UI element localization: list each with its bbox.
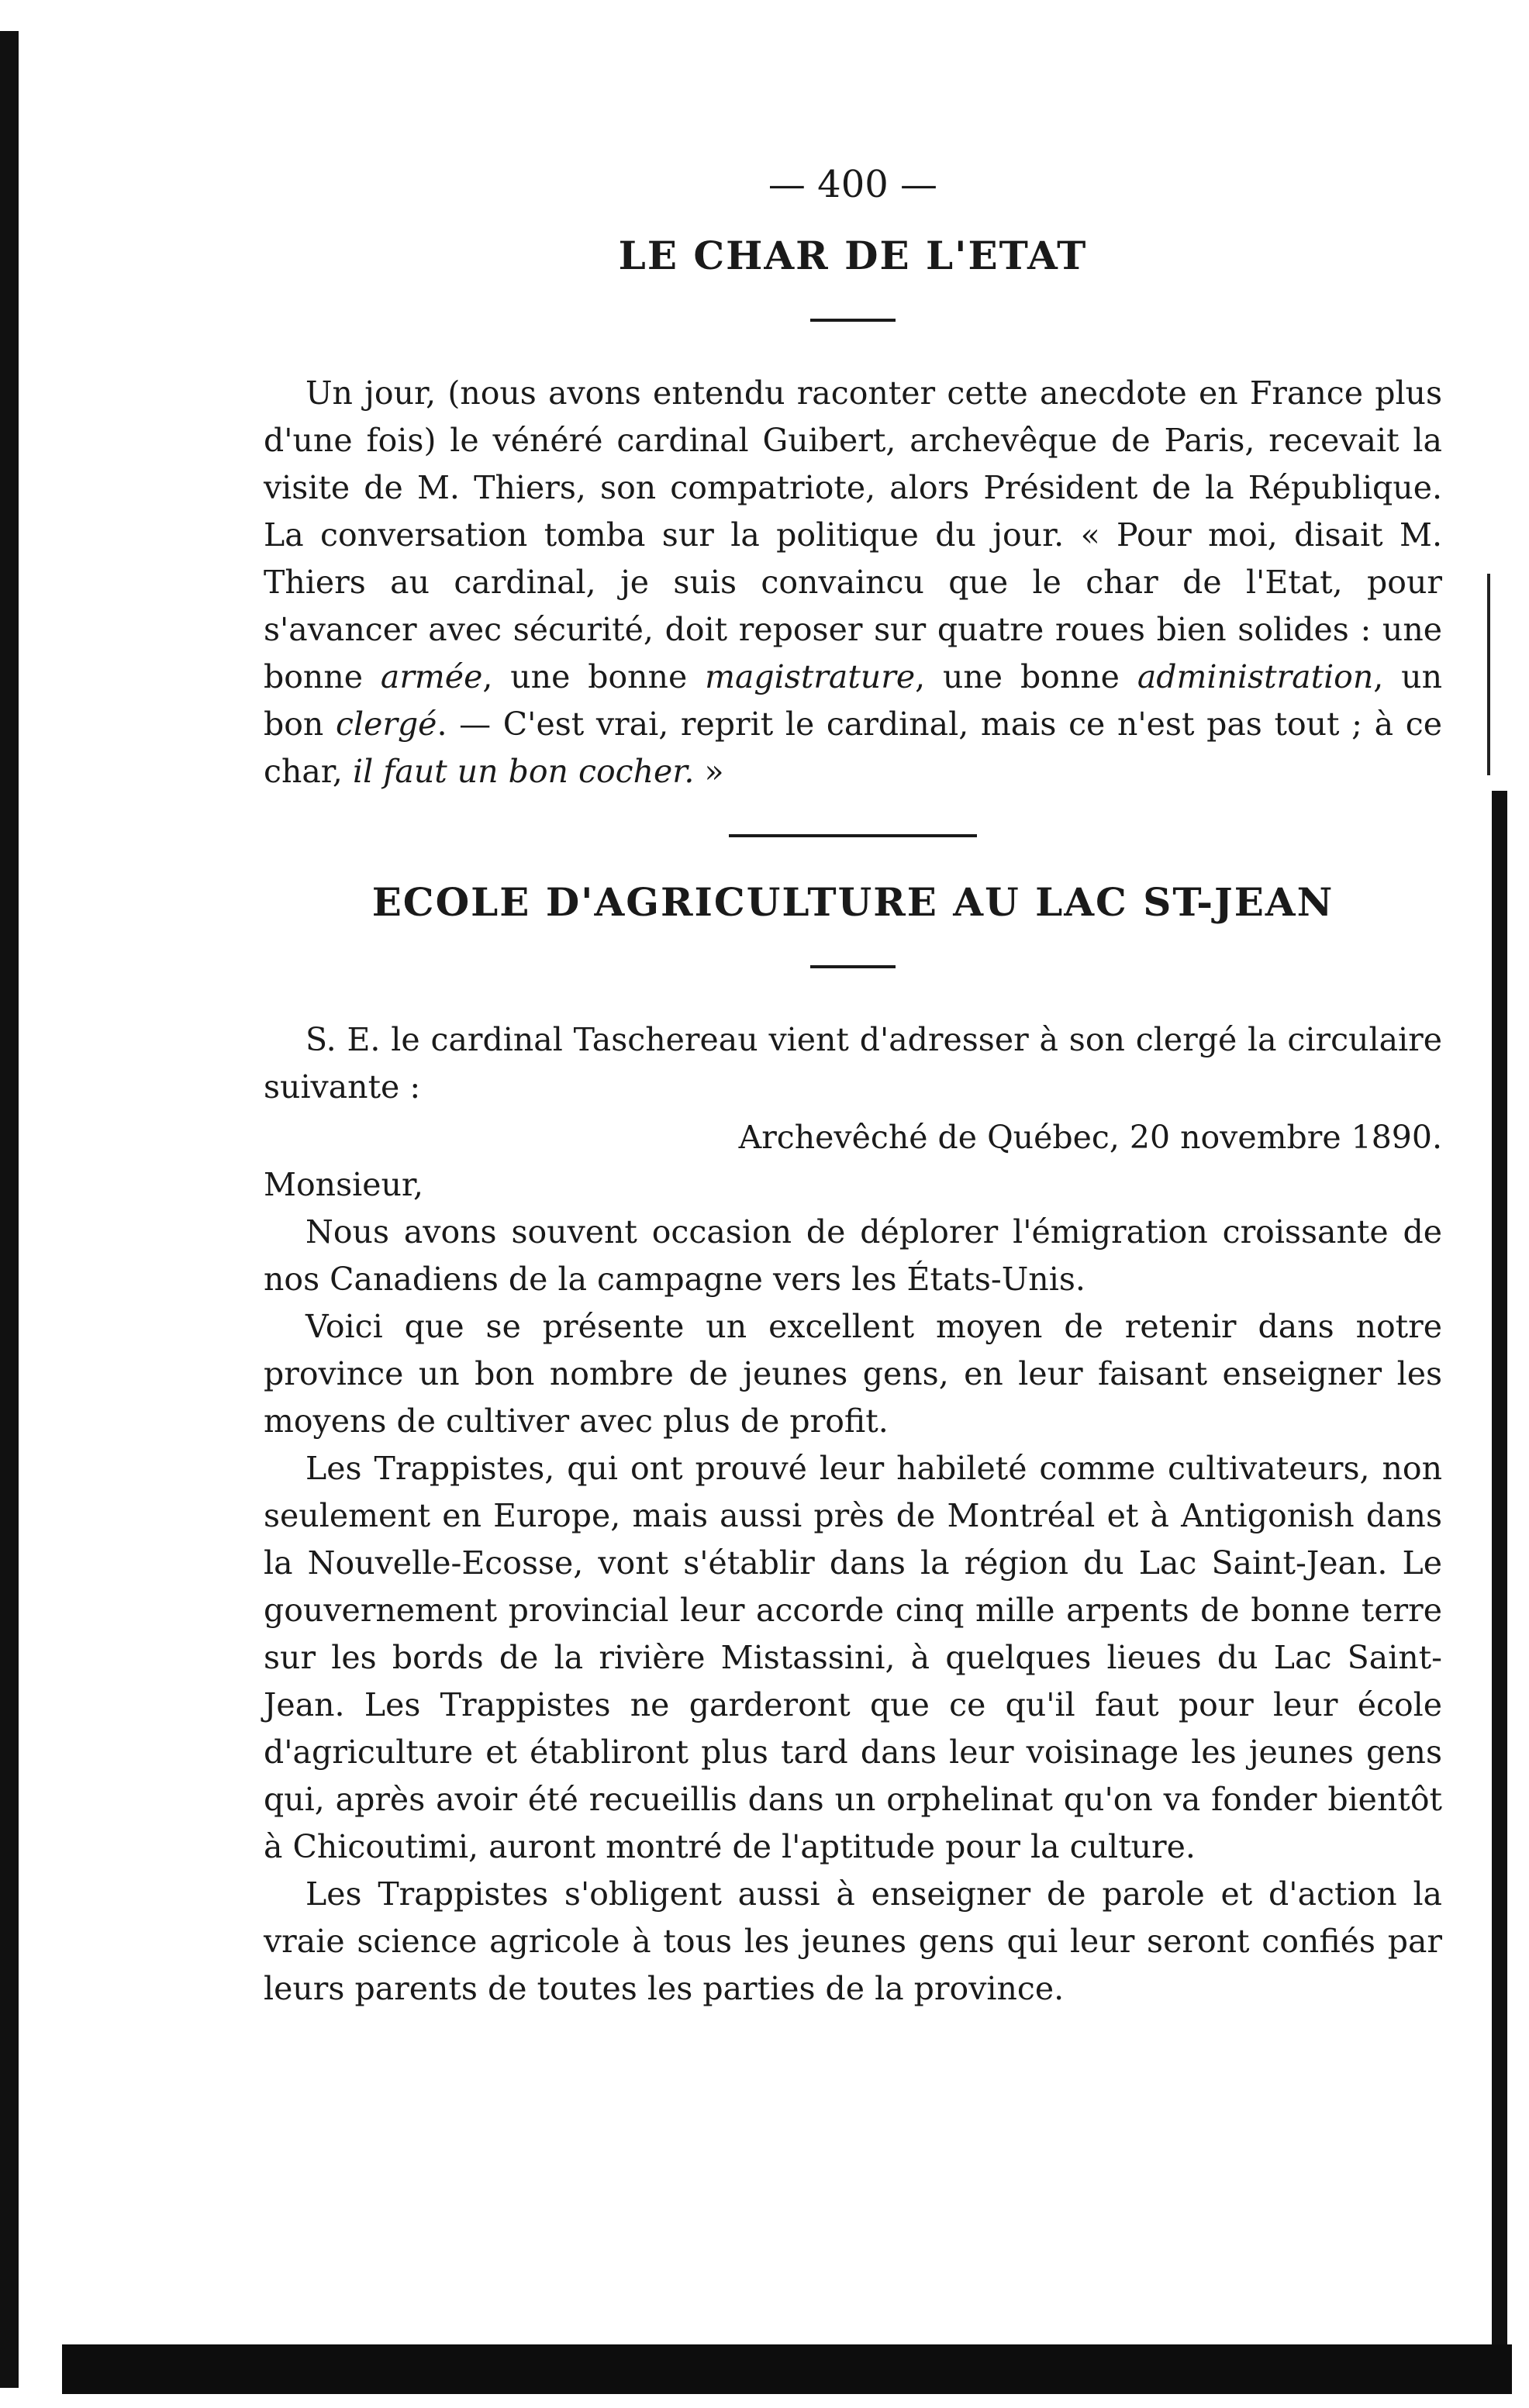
anecdote-text-3: , une bonne	[915, 658, 1137, 695]
anecdote-text-2: , une bonne	[482, 658, 706, 695]
anecdote-reply: . — C'est vrai, reprit le cardinal, mais ce n'est pas tout ; à ce char,	[264, 705, 1442, 790]
article-title-ecole-agriculture: ECOLE D'AGRICULTURE AU LAC ST-JEAN	[371, 879, 1334, 925]
circular-salutation: Monsieur,	[264, 1166, 424, 1203]
anecdote-text: Un jour, (nous avons entendu raconter cette anecdote en France plus d'une fois) le vénéré cardinal Guibert, archevêque de Paris, recevait la visite de M. Thiers, son compatriote, alors Président de la République. La conversation tomba sur la politique du jour. « Pour moi, disait M. Thiers au cardinal, je suis convaincu que le char de l'Etat, pour s'avancer avec sécurité, doit reposer sur quatre roues bien solides : une bonne	[264, 374, 1442, 695]
title-rule	[810, 319, 896, 322]
circular-paragraph-4: Les Trappistes s'obligent aussi à enseigner de parole et d'action la vraie science agricole à tous les jeunes gens qui leur seront confiés par leurs parents de toutes les parties de la province.	[264, 1875, 1442, 2007]
anecdote-close-quote: »	[694, 753, 724, 790]
page-number: — 400 —	[768, 163, 938, 206]
scan-border-right-thin	[1487, 574, 1490, 775]
anecdote-paragraph	[264, 370, 1442, 795]
circular-paragraph-3: Les Trappistes, qui ont prouvé leur habileté comme cultivateurs, non seulement en Europe, mais aussi près de Montréal et à Antigonish dans la Nouvelle-Ecosse, vont s'établir dans la région du Lac Saint-Jean. Le gouvernement provincial leur accorde cinq mille arpents de bonne terre sur les bords de la rivière Mistassini, à quelques lieues du Lac Saint-Jean. Les Trappistes ne garderont que ce qu'il faut pour leur école d'agriculture et établiront plus tard dans leur voisinage les jeunes gens qui, après avoir été recueillis dans un orphelinat qu'on va fonder bientôt à Chicoutimi, auront montré de l'aptitude pour la culture.	[264, 1450, 1442, 1865]
scan-border-right	[1492, 791, 1507, 2349]
italic-clerge: clergé	[336, 705, 437, 743]
circular-paragraph-2: Voici que se présente un excellent moyen de retenir dans notre province un bon nombre de jeunes gens, en leur faisant enseigner les moyens de cultiver avec plus de profit.	[264, 1308, 1442, 1440]
circular-intro: S. E. le cardinal Taschereau vient d'adresser à son clergé la circulaire suivante :	[264, 1021, 1442, 1106]
book-page	[264, 163, 1442, 2013]
article-title-char-etat: LE CHAR DE L'ETAT	[618, 233, 1088, 278]
italic-cocher: il faut un bon cocher.	[352, 753, 695, 790]
circular-dateline: Archevêché de Québec, 20 novembre 1890.	[738, 1119, 1442, 1156]
italic-armee: armée	[380, 658, 483, 695]
anecdote-text-4: , un bon	[264, 658, 1442, 743]
scan-border-bottom	[62, 2344, 1512, 2394]
section-separator	[729, 834, 977, 837]
title-rule-2	[810, 965, 896, 968]
italic-administration: administration	[1137, 658, 1374, 695]
italic-magistrature: magistrature	[705, 658, 916, 695]
circular-paragraph-1: Nous avons souvent occasion de déplorer l'émigration croissante de nos Canadiens de la campagne vers les États-Unis.	[264, 1213, 1442, 1298]
scan-border-left	[0, 31, 19, 2388]
